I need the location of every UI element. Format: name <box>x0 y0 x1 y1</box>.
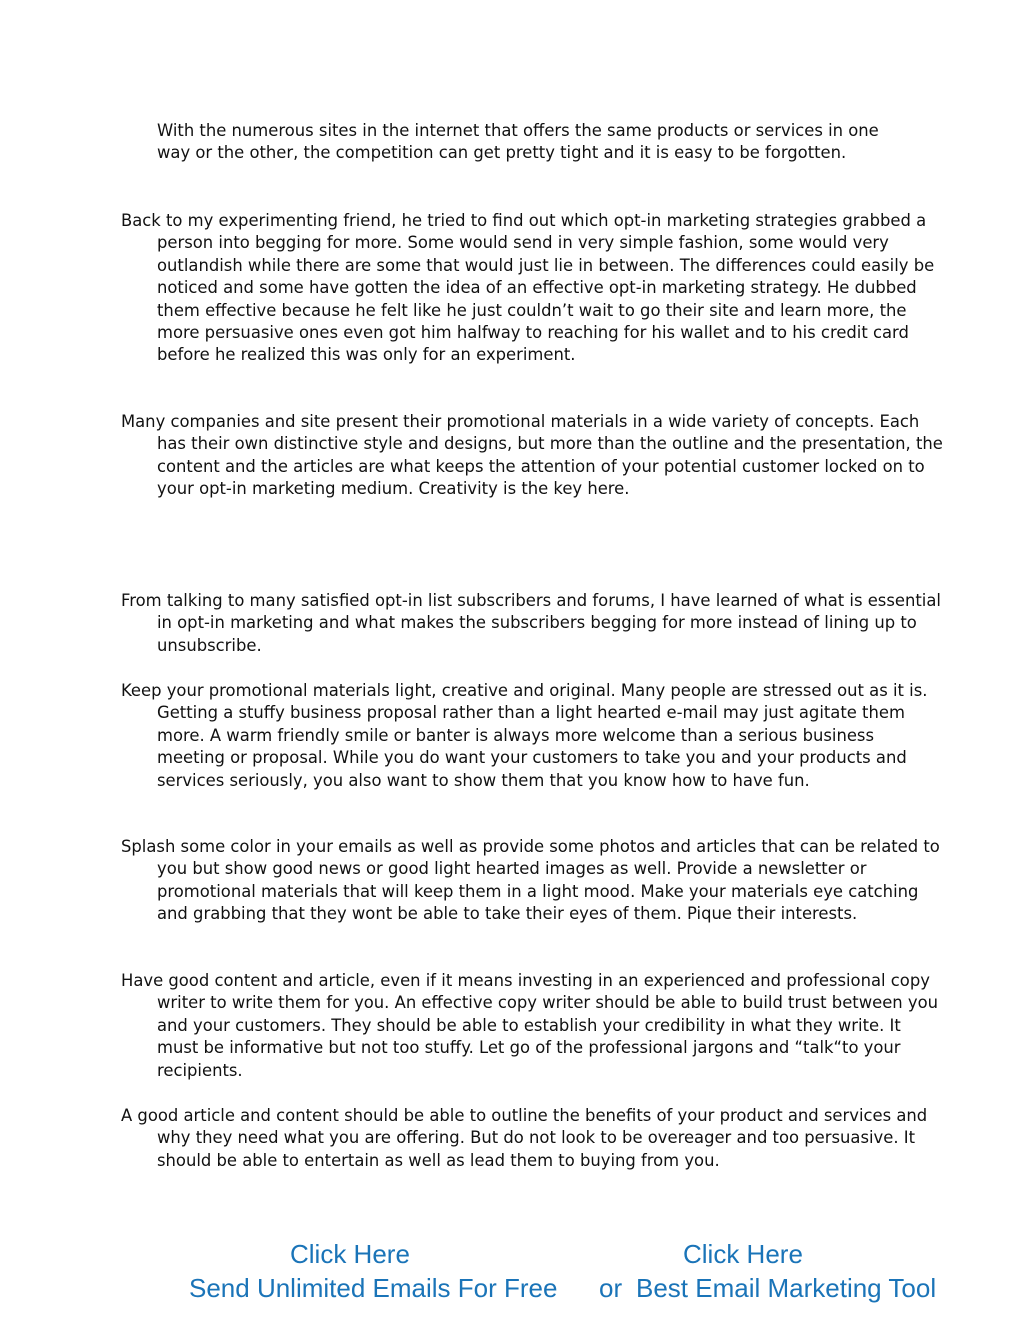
paragraph-intro: With the numerous sites in the internet that offers the same products or services in one way or the other, the competition can get pretty tight and it is easy to be forgotten. <box>157 121 879 163</box>
or-text: or <box>599 1273 623 1303</box>
paragraph-good-article: A good article and content should be able to outline the benefits of your product and services and why they need what you are offering. But do not look to be overeager and too persuasive. It should be able to entertain as well as lead them to buying from you. <box>121 1106 928 1170</box>
send-unlimited-emails-link[interactable]: Send Unlimited Emails For Free <box>189 1273 558 1303</box>
paragraph-subscribers: From talking to many satisfied opt-in list subscribers and forums, I have learned of what is essential in opt-in marketing and what makes the subscribers begging for more instead of lining up to unsubscribe. <box>121 591 941 655</box>
best-email-marketing-tool-link[interactable]: Best Email Marketing Tool <box>636 1273 937 1303</box>
paragraph-experimenting-friend: Back to my experimenting friend, he tried to find out which opt-in marketing strategies grabbed a person into begging for more. Some would send in very simple fashion, some would very outlandish while there are some that would just lie in between. The differences could easily be noticed and some have gotten the idea of an effective opt-in marketing strategy. He dubbed them effective because he felt like he just couldn’t wait to go their site and learn more, the more persuasive ones even got him halfway to reaching for his wallet and to his credit card before he realized this was only for an experiment. <box>121 211 935 365</box>
paragraph-promotional-materials: Keep your promotional materials light, creative and original. Many people are stressed out as it is. Getting a stuffy business proposal rather than a light hearted e-mail may just agitate them more. A warm friendly smile or banter is always more welcome than a serious business meeting or proposal. While you do want your customers to take you and your products and services seriously, you also want to show them that you know how to have fun. <box>121 681 928 790</box>
paragraph-splash-color: Splash some color in your emails as well as provide some photos and articles that can be related to you but show good news or good light hearted images as well. Provide a newsletter or promotional materials that will keep them in a light mood. Make your materials eye catching and grabbing that they wont be able to take their eyes of them. Pique their interests. <box>121 837 940 924</box>
click-here-link-2[interactable]: Click Here <box>683 1239 803 1269</box>
click-here-link-1[interactable]: Click Here <box>290 1239 410 1269</box>
paragraph-good-content: Have good content and article, even if it means investing in an experienced and professional copy writer to write them for you. An effective copy writer should be able to build trust between you and your customers. They should be able to establish your credibility in what they write. It must be informative but not too stuffy. Let go of the professional jargons and “talk“to your recipients. <box>121 971 938 1080</box>
paragraph-companies: Many companies and site present their promotional materials in a wide variety of concepts. Each has their own distinctive style and designs, but more than the outline and the presentation, the content and the articles are what keeps the attention of your potential customer locked on to your opt-in marketing medium. Creativity is the key here. <box>121 412 943 499</box>
